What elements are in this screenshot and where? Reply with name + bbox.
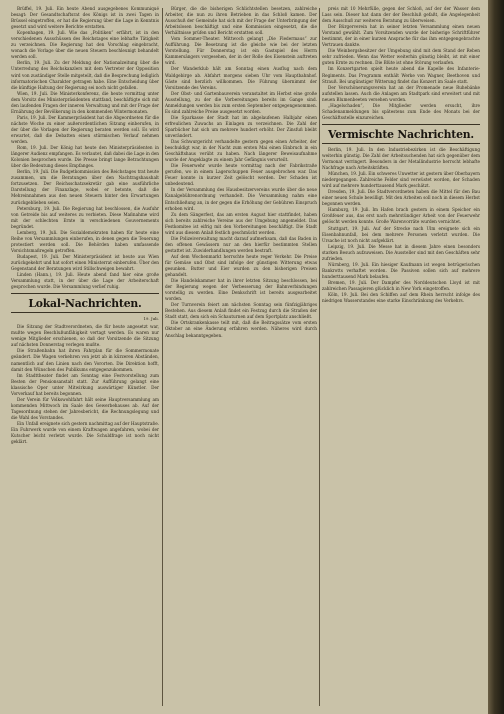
- article-paragraph: Die Sitzung der Stadtverordneten, die für heute angesetzt war, mußte wegen Beschlußunfähigkeit vertagt werden. Es waren nur wenige Mitglieder erschienen, so daß der Vorsitzende die Sitzung auf nächsten Donnerstag verlegen mußte.: [11, 324, 159, 348]
- article-paragraph: München, 19. Juli. Ein schweres Unwetter ist gestern über Oberbayern niedergegangen. Zahlreiche Felder sind verwüstet worden, der Schaden wird auf mehrere hunderttausend Mark geschätzt.: [322, 171, 480, 189]
- article-paragraph: Die Handelskammer hat in ihrer letzten Sitzung beschlossen, bei der Regierung wegen der Verbesserung der Bahnverbindungen vorstellig zu werden. Eine Denkschrift ist bereits ausgearbeitet worden.: [165, 278, 317, 302]
- article-paragraph: Der Bürgerverein hat in seiner letzten Versammlung einen neuen Vorstand gewählt. Zum Vorsitzenden wurde der bisherige Schriftführer bestimmt, der in einer kurzen Ansprache für das ihm entgegengebrachte Vertrauen dankte.: [322, 24, 480, 48]
- article-paragraph: Im Konzertgarten spielt heute abend die Kapelle des Infanterie-Regiments. Das Programm enthält Werke von Wagner, Beethoven und Strauß. Bei ungünstiger Witterung findet das Konzert im Saale statt.: [322, 66, 480, 84]
- article-paragraph: Auf dem Wochenmarkt herrschte heute reger Verkehr. Die Preise für Gemüse und Obst sind infolge der günstigen Witterung etwas gesunken. Butter und Eier wurden zu den bisherigen Preisen gehandelt.: [165, 253, 317, 278]
- article-paragraph: Das Schwurgericht verhandelte gestern gegen einen Arbeiter, der beschuldigt war, in der Nacht zum ersten Mai einen Einbruch in ein Geschäftshaus verübt zu haben. Nach längerer Beweisaufnahme wurde der Angeklagte zu einem Jahr Gefängnis verurteilt.: [165, 139, 317, 163]
- right-news-block: [322, 6, 480, 121]
- column-divider-left: [162, 8, 163, 706]
- article-paragraph: Nürnberg, 19. Juli. Ein hiesiger Kaufmann ist wegen betrügerischen Bankrotts verhaftet worden. Die Passiven sollen sich auf mehrere hunderttausend Mark belaufen.: [322, 261, 480, 279]
- column-divider-right: [319, 8, 320, 706]
- column-middle: [165, 6, 317, 708]
- article-paragraph: Brüffel, 19. Juli. Ein heute Abend ausgegebenes Kommuniqué besagt: Der Gesandtschaftsrat des Königs ist in zwei Tagen in Brüssel eingetroffen, er hat die Regierung über die Lage in Kenntnis gesetzt und wird weitere Berichte erstatten.: [11, 6, 159, 30]
- article-paragraph: Linden (Hann.), 19. Juli. Heute abend fand hier eine große Versammlung statt, in der über die Lage der Arbeiterschaft gesprochen wurde. Die Versammlung verlief ruhig.: [11, 272, 159, 290]
- column-left: [11, 6, 159, 708]
- article-paragraph: In der Versammlung des Hausbesitzervereins wurde über die neue Kanalgebührenordnung verhandelt. Die Versammlung nahm eine Entschließung an, in der gegen die Erhöhung der Gebühren Einspruch erhoben wird.: [165, 187, 317, 211]
- article-paragraph: Lemberg, 19. Juli. Die Sozialdemokraten haben für heute eine Reihe von Versammlungen einberufen, in denen gegen die Teuerung protestiert werden soll. Die Behörden haben umfassende Vorsichtsmaßregeln getroffen.: [11, 229, 159, 253]
- section-title-lokal: Lokal-Nachrichten.: [28, 297, 142, 311]
- article-paragraph: Die Straßenbahn hat ihren Fahrplan für die Sommermonate geändert. Die Wagen verkehren von jetzt ab in kürzeren Abständen, namentlich auf den Linien nach den Vororten. Die Direktion hofft, damit den Wünschen des Publikums entgegenzukommen.: [11, 348, 159, 372]
- article-paragraph: Der Wanderklub hält am Sonntag einen Ausflug nach dem Waldgebirge ab. Abfahrt morgens sieben Uhr vom Hauptbahnhof. Gäste sind herzlich willkommen. Die Führung übernimmt der Vorsitzende des Vereins.: [165, 66, 317, 90]
- article-paragraph: Petersburg, 19. Juli. Die Regierung hat beschlossen, die Ausfuhr von Getreide bis auf weiteres zu verbieten. Diese Maßnahme wird mit der schlechten Ernte in verschiedenen Gouvernements begründet.: [11, 205, 159, 229]
- article-paragraph: Im Stadttheater findet am Sonntag eine Festvorstellung zum Besten der Pensionsanstalt statt. Zur Aufführung gelangt eine klassische Oper unter Mitwirkung auswärtiger Künstler. Der Vorverkauf hat bereits begonnen.: [11, 372, 159, 396]
- section-header-lokal: [11, 293, 159, 313]
- article-paragraph: Der Verschönerungsverein hat an der Promenade neue Ruhebänke aufstellen lassen. Auch die Anlagen am Stadtpark sind erweitert und mit neuen Blumenbeeten versehen worden.: [322, 84, 480, 102]
- article-paragraph: Dresden, 19. Juli. Die Stadtverordneten haben die Mittel für den Bau einer neuen Schule bewilligt. Mit den Arbeiten soll noch in diesem Herbst begonnen werden.: [322, 189, 480, 207]
- article-paragraph: „Hagelschaden“, Die Mitglieder werden ersucht, ihre Schadenanmeldungen bis spätestens zum Ende des Monats bei der Geschäftsstelle einzureichen.: [322, 102, 480, 120]
- right-mixed-block: [322, 147, 480, 304]
- article-paragraph: Berlin, 19. Juli. Zu der Meldung der Nationalzeitung über die Unterredung des Reichskanzlers mit dem Vertreter der Opposition wird von zuständiger Stelle mitgeteilt, daß die Besprechung lediglich informatorischen Charakter getragen habe. Eine Entscheidung über die künftige Haltung der Regierung sei noch nicht gefallen.: [11, 60, 159, 90]
- article-paragraph: Ein Unfall ereignete sich gestern nachmittag auf der Hauptstraße. Ein Fuhrwerk wurde von einem Kraftwagen angefahren, wobei der Kutscher leicht verletzt wurde. Die Schuldfrage ist noch nicht geklärt.: [11, 421, 159, 445]
- article-paragraph: Der Verein für Volkswohlfahrt hält seine Hauptversammlung am kommenden Mittwoch im Saale des Gewerbehauses ab. Auf der Tagesordnung stehen der Jahresbericht, die Rechnungslegung und die Wahl des Vorstandes.: [11, 396, 159, 420]
- article-paragraph: Wien, 19. Juli. Die Ministerkonferenz, die heute vormittag unter dem Vorsitz des Ministerpräsidenten stattfand, beschäftigte sich mit den laufenden Fragen der inneren Verwaltung und mit der Frage der Ernährung der Bevölkerung in den kommenden Wintermonaten.: [11, 90, 159, 114]
- article-paragraph: Kopenhagen, 19. Juli. Wie das „Politiken“ erfährt, ist in den verschiedenen Ausschüssen des Reichstages eine lebhafte Tätigkeit zu verzeichnen. Die Regierung hat den Vorschlag eingebracht, wonach die Vorlage über die neuen Steuern beschleunigt behandelt werden soll.: [11, 30, 159, 60]
- article-paragraph: preis mit 10 Mehrfülle, gegen der Schloß, auf der der Wasser dem Lass sein. Dieser hat dann der der Beschluß gefaßt, die Angelegenheit dem Ausschuß zur weiteren Beratung zu überweisen.: [322, 6, 480, 24]
- article-paragraph: Zu dem Sängerfest, das am ersten August hier stattfindet, haben sich bereits zahlreiche Vereine aus der Umgebung angemeldet. Das Festkomitee ist eifrig mit den Vorbereitungen beschäftigt. Die Stadt wird aus diesem Anlaß festlich geschmückt werden.: [165, 211, 317, 235]
- article-paragraph: Köln, 19. Juli. Bei den Schiffen auf dem Rhein herrscht infolge des niedrigen Wasserstandes eine starke Einschränkung des Verkehrs.: [322, 292, 480, 304]
- article-paragraph: Die Ortskrankenkasse teilt mit, daß die Beitragssätze vom ersten Oktober an eine Änderung erfahren werden. Näheres wird durch Anschlag bekanntgegeben.: [165, 320, 317, 338]
- article-paragraph: Paris, 19. Juli. Der Kammerpräsident hat die Abgeordneten für die nächste Woche zu einer außerordentlichen Sitzung einberufen, in der über die Vorlagen der Regierung beraten werden soll. Es wird erwartet, daß die Debatten einen stürmischen Verlauf nehmen werden.: [11, 114, 159, 145]
- article-paragraph: Bremen, 19. Juli. Der Dampfer des Norddeutschen Lloyd ist mit zahlreichen Passagieren glücklich in New York eingetroffen.: [322, 279, 480, 291]
- article-paragraph: Die Sparkasse der Stadt hat im abgelaufenen Halbjahr einen erfreulichen Zuwachs an Einlagen zu verzeichnen. Die Zahl der Sparbücher hat sich um mehrere hundert erhöht. Der Zinsfuß bleibt unverändert.: [165, 114, 317, 138]
- middle-news-block: [165, 6, 317, 339]
- article-paragraph: Die Weinbergsbesitzer der Umgebung sind mit dem Stand der Reben sehr zufrieden. Wenn das Wetter weiterhin günstig bleibt, ist mit einer guten Ernte zu rechnen. Die Blüte ist ohne Störung verlaufen.: [322, 48, 480, 66]
- article-paragraph: Stuttgart, 19. Juli. Auf der Strecke nach Ulm ereignete sich ein Eisenbahnunfall, bei dem mehrere Personen verletzt wurden. Die Ursache ist noch nicht aufgeklärt.: [322, 225, 480, 243]
- article-paragraph: Die Feuerwehr wurde heute vormittag nach der Fabrikstraße gerufen, wo in einem Lagerschuppen Feuer ausgebrochen war. Das Feuer konnte in kurzer Zeit gelöscht werden. Der Schaden ist unbedeutend.: [165, 163, 317, 187]
- article-paragraph: Berlin, 19. Juli. Die Budgetkommission des Reichstages trat heute zusammen, um die Beratungen über den Nachtragshaushalt fortzusetzen. Der Reichsschatzsekretär gab eine ausführliche Darstellung der Finanzlage, wobei er betonte, daß die Mehreinnahmen aus den neuen Steuern hinter den Erwartungen zurückgeblieben seien.: [11, 169, 159, 205]
- article-paragraph: Rom, 19. Juli. Der König hat heute den Ministerpräsidenten in längerer Audienz empfangen. Es verlautet, daß dabei die Lage in den Kolonien besprochen wurde. Die Presse bringt lange Betrachtungen über die Bedeutung dieses Empfanges.: [11, 145, 159, 169]
- article-paragraph: Berlin, 19. Juli. In den Industriebezirken ist die Beschäftigung weiterhin günstig. Die Zahl der Arbeitsuchenden hat sich gegenüber dem Vormonat verringert. Besonders in der Metallindustrie herrscht lebhafte Nachfrage nach Arbeitskräften.: [322, 146, 480, 171]
- article-paragraph: Der Turnverein feiert am nächsten Sonntag sein fünfzigjähriges Bestehen. Aus diesem Anlaß findet ein Festzug durch die Straßen der Stadt statt, dem sich ein Schauturnen auf dem Sportplatz anschließt.: [165, 302, 317, 320]
- section-dateline: 19. Juli.: [143, 316, 159, 322]
- page-binding: [488, 0, 504, 714]
- article-paragraph: Bürger, die die bisherigen Schlichtstellen besetzen, zahlreiche Arbeiter, die nun zu ihren Betrieben in das Schloß kamen. Der Ausschuß der Gemeinde hat sich mit der Frage der Unterbringung der Arbeitslosen beschäftigt und eine Kommission eingesetzt, die die Verhältnisse prüfen und Bericht erstatten soll.: [165, 6, 317, 36]
- article-paragraph: Die Polizeiverwaltung macht darauf aufmerksam, daß das Baden in den offenen Gewässern nur an den hierfür bestimmten Stellen gestattet ist. Zuwiderhandlungen werden bestraft.: [165, 235, 317, 253]
- left-news-block: [11, 6, 159, 290]
- article-paragraph: Budapest, 19. Juli. Der Ministerpräsident ist heute aus Wien zurückgekehrt und hat sofort einen Ministerrat einberufen. Über den Gegenstand der Beratungen wird Stillschweigen bewahrt.: [11, 253, 159, 272]
- article-paragraph: Hamburg, 19. Juli. Im Hafen brach gestern in einem Speicher ein Großfeuer aus, das erst nach mehrstündiger Arbeit von der Feuerwehr gelöscht werden konnte. Große Warenvorräte wurden vernichtet.: [322, 207, 480, 225]
- left-local-block: [11, 324, 159, 445]
- article-paragraph: Vom Sommer-Theater. Mittwoch gelangt „Die Fledermaus“ zur Aufführung. Die Besetzung ist die gleiche wie bei der letzten Vorstellung. Für Donnerstag ist ein Gastspiel des Herrn Kammersängers vorgesehen, der in der Rolle des Eisenstein auftreten wird.: [165, 36, 317, 66]
- section-title-vermischte: Vermischte Nachrichten.: [328, 127, 474, 141]
- column-right: [322, 6, 480, 708]
- section-header-vermischte: [322, 124, 480, 144]
- article-paragraph: Leipzig, 19. Juli. Die Messe hat in diesem Jahre einen besonders starken Besuch aufzuweisen. Die Aussteller sind mit den Geschäften sehr zufrieden.: [322, 243, 480, 261]
- article-paragraph: Der Obst- und Gartenbauverein veranstaltet im Herbst eine große Ausstellung, zu der die Vorbereitungen bereits im Gange sind. Anmeldungen werden bis zum ersten September entgegengenommen. Es sind zahlreiche Preise ausgesetzt worden.: [165, 90, 317, 114]
